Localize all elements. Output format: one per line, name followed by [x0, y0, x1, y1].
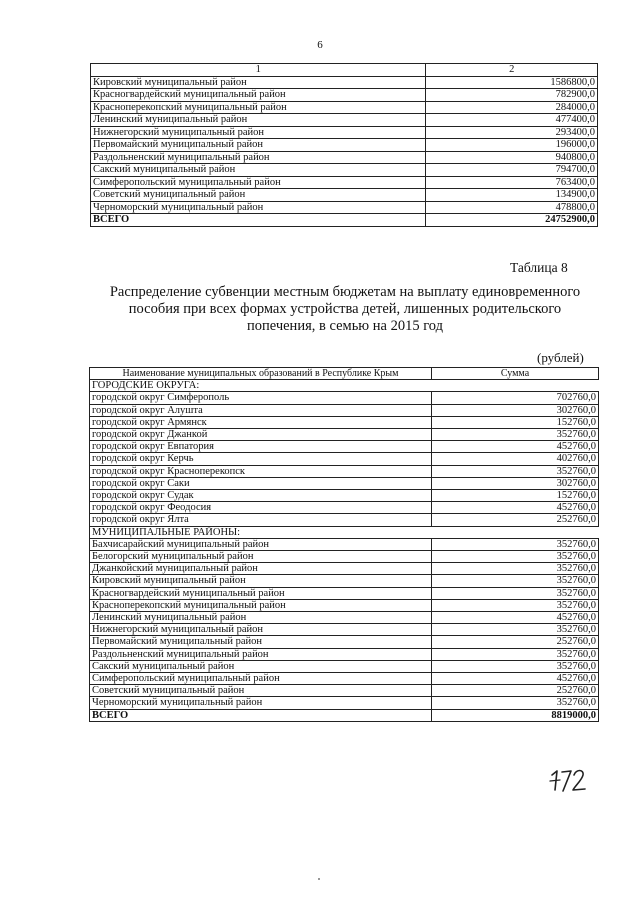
- row-name-cell: Ленинский муниципальный район: [90, 612, 432, 624]
- table-row: [90, 441, 599, 453]
- section-header-urban-districts: [90, 380, 599, 392]
- row-value-cell: 134900,0: [426, 189, 598, 202]
- row-name-cell: городской округ Саки: [90, 477, 432, 489]
- heading-line: пособия при всех формах устройства детей, лишенных родительского: [128, 301, 562, 317]
- table-row: [91, 189, 598, 202]
- table-row: [90, 648, 599, 660]
- subvention-table: [89, 367, 599, 722]
- table-row: [90, 404, 599, 416]
- row-name-cell: городской округ Алушта: [90, 404, 432, 416]
- table-row: [90, 551, 599, 563]
- table-row: [91, 151, 598, 164]
- table-row: [90, 624, 599, 636]
- table-row: [91, 126, 598, 139]
- table-row: [90, 416, 599, 428]
- row-value-cell: 152760,0: [431, 490, 598, 502]
- table-row: [90, 599, 599, 611]
- table-row: [90, 502, 599, 514]
- row-value-cell: [431, 380, 598, 392]
- row-name-cell: МУНИЦИПАЛЬНЫЕ РАЙОНЫ:: [90, 526, 432, 538]
- row-name-cell: Нижнегорский муниципальный район: [91, 126, 426, 139]
- row-value-cell: 24752900,0: [426, 214, 598, 227]
- row-value-cell: 152760,0: [431, 416, 598, 428]
- row-name-cell: Красногвардейский муниципальный район: [90, 587, 432, 599]
- row-name-cell: городской округ Симферополь: [90, 392, 432, 404]
- row-value-cell: 452760,0: [431, 502, 598, 514]
- scan-speck: [318, 878, 320, 880]
- row-name-cell: Черноморский муниципальный район: [90, 697, 432, 709]
- row-value-cell: 352760,0: [431, 660, 598, 672]
- row-name-cell: Кировский муниципальный район: [91, 76, 426, 89]
- row-name-cell: Первомайский муниципальный район: [91, 139, 426, 152]
- section-header-municipal-districts: [90, 526, 599, 538]
- row-value-cell: 352760,0: [431, 575, 598, 587]
- row-value-cell: 352760,0: [431, 465, 598, 477]
- row-value-cell: 452760,0: [431, 673, 598, 685]
- row-name-cell: Симферопольский муниципальный район: [91, 176, 426, 189]
- row-name-cell: городской округ Армянск: [90, 416, 432, 428]
- row-value-cell: 794700,0: [426, 164, 598, 177]
- table-top: [90, 63, 598, 227]
- table-row: [90, 636, 599, 648]
- row-name-cell: городской округ Судак: [90, 490, 432, 502]
- row-name-cell: городской округ Ялта: [90, 514, 432, 526]
- row-value-cell: 302760,0: [431, 404, 598, 416]
- row-value-cell: 196000,0: [426, 139, 598, 152]
- row-value-cell: 352760,0: [431, 587, 598, 599]
- row-name-cell: городской округ Керчь: [90, 453, 432, 465]
- table-row: [90, 465, 599, 477]
- total-row: [91, 214, 598, 227]
- heading-line: попечения, в семью на 2015 год: [246, 318, 444, 334]
- municipality-column-header: Наименование муниципальных образований в Республике Крым: [90, 368, 432, 380]
- row-name-cell: Красноперекопский муниципальный район: [91, 101, 426, 114]
- heading-line: Распределение субвенции местным бюджетам на выплату единовременного: [109, 284, 581, 300]
- handwritten-page-number: [548, 766, 588, 794]
- row-value-cell: 1586800,0: [426, 76, 598, 89]
- table-row: [90, 673, 599, 685]
- row-name-cell: городской округ Красноперекопск: [90, 465, 432, 477]
- row-name-cell: Джанкойский муниципальный район: [90, 563, 432, 575]
- row-value-cell: 702760,0: [431, 392, 598, 404]
- table-row: [90, 563, 599, 575]
- row-value-cell: 352760,0: [431, 697, 598, 709]
- table-row: [91, 89, 598, 102]
- column-1-header: 1: [91, 64, 426, 77]
- row-value-cell: 252760,0: [431, 685, 598, 697]
- table-row: [91, 101, 598, 114]
- row-value-cell: 452760,0: [431, 441, 598, 453]
- table-row: [90, 538, 599, 550]
- row-name-cell: Симферопольский муниципальный район: [90, 673, 432, 685]
- row-name-cell: Сакский муниципальный район: [90, 660, 432, 672]
- subvention-table-header-row: [90, 368, 599, 380]
- row-value-cell: 352760,0: [431, 648, 598, 660]
- row-name-cell: ВСЕГО: [91, 214, 426, 227]
- row-value-cell: 402760,0: [431, 453, 598, 465]
- row-value-cell: 763400,0: [426, 176, 598, 189]
- row-name-cell: Красногвардейский муниципальный район: [91, 89, 426, 102]
- row-value-cell: 352760,0: [431, 429, 598, 441]
- row-value-cell: [431, 526, 598, 538]
- row-name-cell: городской округ Евпатория: [90, 441, 432, 453]
- row-name-cell: ВСЕГО: [90, 709, 432, 721]
- table-row: [91, 139, 598, 152]
- table-row: [90, 612, 599, 624]
- row-name-cell: Раздольненский муниципальный район: [90, 648, 432, 660]
- row-value-cell: 352760,0: [431, 563, 598, 575]
- sum-column-header: Сумма: [431, 368, 598, 380]
- row-value-cell: 477400,0: [426, 114, 598, 127]
- row-name-cell: Раздольненский муниципальный район: [91, 151, 426, 164]
- table-row: [91, 164, 598, 177]
- table-row: [90, 453, 599, 465]
- table-row: [90, 429, 599, 441]
- row-value-cell: 352760,0: [431, 538, 598, 550]
- row-value-cell: 8819000,0: [431, 709, 598, 721]
- row-value-cell: 284000,0: [426, 101, 598, 114]
- row-name-cell: Сакский муниципальный район: [91, 164, 426, 177]
- row-value-cell: 352760,0: [431, 599, 598, 611]
- page-number: 6: [317, 39, 323, 51]
- row-value-cell: 782900,0: [426, 89, 598, 102]
- table-row: [90, 477, 599, 489]
- row-value-cell: 293400,0: [426, 126, 598, 139]
- row-name-cell: Ленинский муниципальный район: [91, 114, 426, 127]
- row-name-cell: городской округ Феодосия: [90, 502, 432, 514]
- row-name-cell: городской округ Джанкой: [90, 429, 432, 441]
- document-heading: [100, 284, 590, 335]
- row-value-cell: 302760,0: [431, 477, 598, 489]
- table-row: [90, 575, 599, 587]
- row-value-cell: 452760,0: [431, 612, 598, 624]
- table-row: [91, 176, 598, 189]
- row-value-cell: 252760,0: [431, 514, 598, 526]
- row-name-cell: Первомайский муниципальный район: [90, 636, 432, 648]
- row-name-cell: Нижнегорский муниципальный район: [90, 624, 432, 636]
- table-row: [91, 201, 598, 214]
- table-row: [90, 660, 599, 672]
- table-top-header-row: [91, 64, 598, 77]
- row-value-cell: 352760,0: [431, 551, 598, 563]
- row-name-cell: Советский муниципальный район: [90, 685, 432, 697]
- row-value-cell: 252760,0: [431, 636, 598, 648]
- row-value-cell: 940800,0: [426, 151, 598, 164]
- table-row: [90, 514, 599, 526]
- row-name-cell: Красноперекопский муниципальный район: [90, 599, 432, 611]
- table-row: [90, 685, 599, 697]
- row-name-cell: Советский муниципальный район: [91, 189, 426, 202]
- table-row: [90, 392, 599, 404]
- row-name-cell: Бахчисарайский муниципальный район: [90, 538, 432, 550]
- row-name-cell: Черноморский муниципальный район: [91, 201, 426, 214]
- row-value-cell: 478800,0: [426, 201, 598, 214]
- table-row: [91, 114, 598, 127]
- table-row: [90, 587, 599, 599]
- column-2-header: 2: [426, 64, 598, 77]
- table-row: [90, 490, 599, 502]
- table-row: [90, 697, 599, 709]
- row-name-cell: Белогорский муниципальный район: [90, 551, 432, 563]
- row-value-cell: 352760,0: [431, 624, 598, 636]
- total-row: [90, 709, 599, 721]
- table-row: [91, 76, 598, 89]
- row-name-cell: Кировский муниципальный район: [90, 575, 432, 587]
- unit-label: (рублей): [537, 350, 584, 365]
- row-name-cell: ГОРОДСКИЕ ОКРУГА:: [90, 380, 432, 392]
- table-number-label: Таблица 8: [510, 260, 568, 275]
